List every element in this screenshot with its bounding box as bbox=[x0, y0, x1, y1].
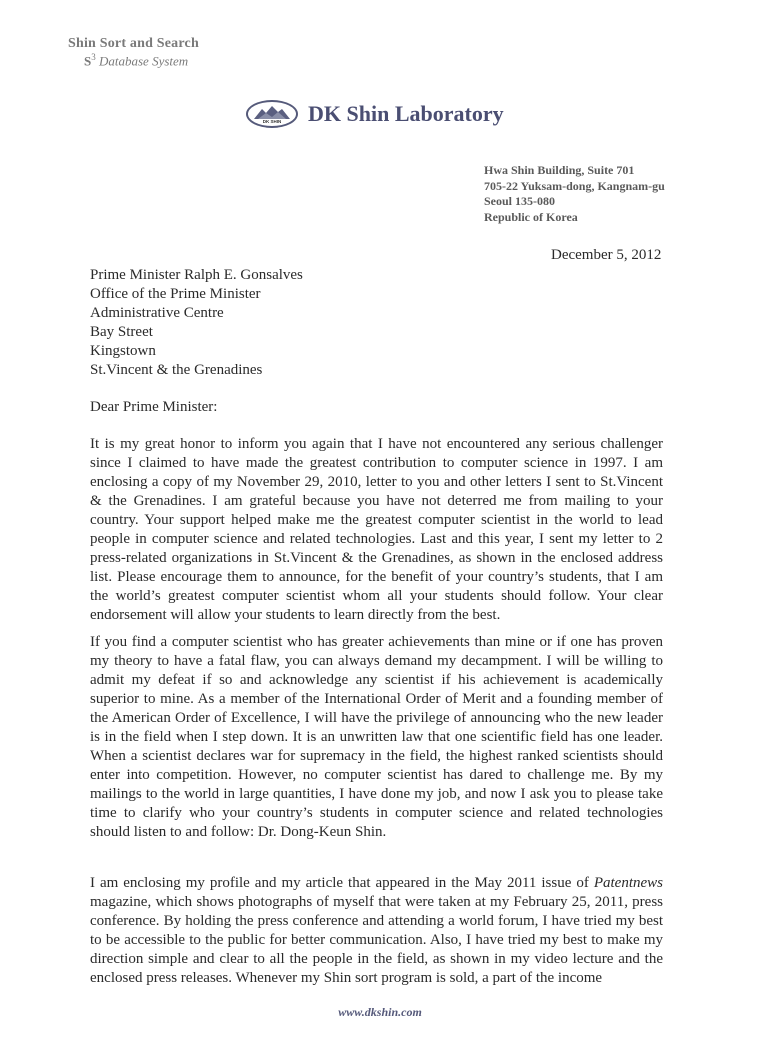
s3-caption: Database System bbox=[98, 53, 189, 69]
footer-website: www.dkshin.com bbox=[338, 1005, 422, 1019]
sender-address bbox=[484, 163, 665, 225]
address-line: Hwa Shin Building, Suite 701 bbox=[484, 163, 635, 177]
letterhead-product bbox=[68, 36, 199, 69]
recipient-line: Kingstown bbox=[90, 343, 156, 359]
body-paragraph-3 bbox=[90, 874, 663, 988]
s3-symbol: S bbox=[84, 53, 92, 69]
paragraph-text: magazine, which shows photographs of myself that were taken at my February 25, 2011, press conference. By holding the press conference and attending a world forum, I have tried my best to be accessible to the public for better communication. Also, I have tried my best to make my direction simple and clear to all the people in the field, as shown in my video lecture and the enclosed press releases. Whenever my Shin sort program is sold, a part of the income bbox=[90, 894, 663, 987]
mountain-logo-icon bbox=[246, 100, 298, 128]
salutation: Dear Prime Minister: bbox=[90, 399, 218, 415]
logo-text: DK SHIN bbox=[262, 119, 282, 124]
paragraph-text: I am enclosing my profile and my article that appeared in the May 2011 issue of bbox=[90, 875, 594, 891]
recipient-line: Bay Street bbox=[90, 324, 153, 340]
address-line: 705-22 Yuksam-dong, Kangnam-gu bbox=[484, 178, 665, 193]
recipient-line: Office of the Prime Minister bbox=[90, 286, 261, 302]
s3-superscript: 3 bbox=[91, 52, 96, 62]
recipient-address bbox=[90, 266, 303, 380]
product-subtitle bbox=[84, 52, 199, 69]
lab-name: DK Shin Laboratory bbox=[308, 101, 504, 126]
letter-date: December 5, 2012 bbox=[551, 247, 662, 263]
magazine-title: Patentnews bbox=[593, 875, 663, 891]
mountain-shape bbox=[254, 105, 290, 119]
address-line: Republic of Korea bbox=[484, 209, 578, 224]
recipient-line: Administrative Centre bbox=[90, 305, 224, 321]
body-paragraph-2: If you find a computer scientist who has greater achievements than mine or if one has proven my theory to have a fatal flaw, you can always demand my decampment. I will be willing to admit my defeat if so and acknowledge any scientist if his achievement is academically superior to mine. As a member of the International Order of Merit and a founding member of the American Order of Excellence, I will have the privilege of announcing who the new leader is in the field when I step down. It is an unwritten law that one scientific field has one leader. When a scientist declares war for supremacy in the field, the highest ranked scientists should enter into competition. However, no computer scientist has dared to challenge me. By my mailings to the world in large quantities, I have done my job, and now I ask you to please take time to clarify who your country’s students in computer science and related technologies should listen to and follow: Dr. Dong-Keun Shin. bbox=[90, 634, 663, 841]
body-paragraph-1: It is my great honor to inform you again that I have not encountered any serious challenger since I claimed to have made the greatest contribution to computer science in 1997. I am enclosing a copy of my November 29, 2010, letter to you and other letters I sent to St.Vincent & the Grenadines. I am grateful because you have not deterred me from mailing to your country. Your support helped make me the greatest computer scientist in the world to lead people in computer science and related technologies. Last and this year, I sent my letter to 2 press-related organizations in St.Vincent & the Grenadines, as shown in the enclosed address list. Please encourage them to announce, for the benefit of your country’s students, that I am the world’s greatest computer scientist whom all your students should follow. Your clear endorsement will allow your students to learn directly from the best. bbox=[90, 436, 663, 624]
letterhead-logo bbox=[246, 100, 504, 128]
address-line: Seoul 135-080 bbox=[484, 194, 556, 208]
product-name: Shin Sort and Search bbox=[68, 36, 199, 51]
recipient-line: Prime Minister Ralph E. Gonsalves bbox=[90, 267, 303, 283]
recipient-line: St.Vincent & the Grenadines bbox=[90, 362, 263, 378]
